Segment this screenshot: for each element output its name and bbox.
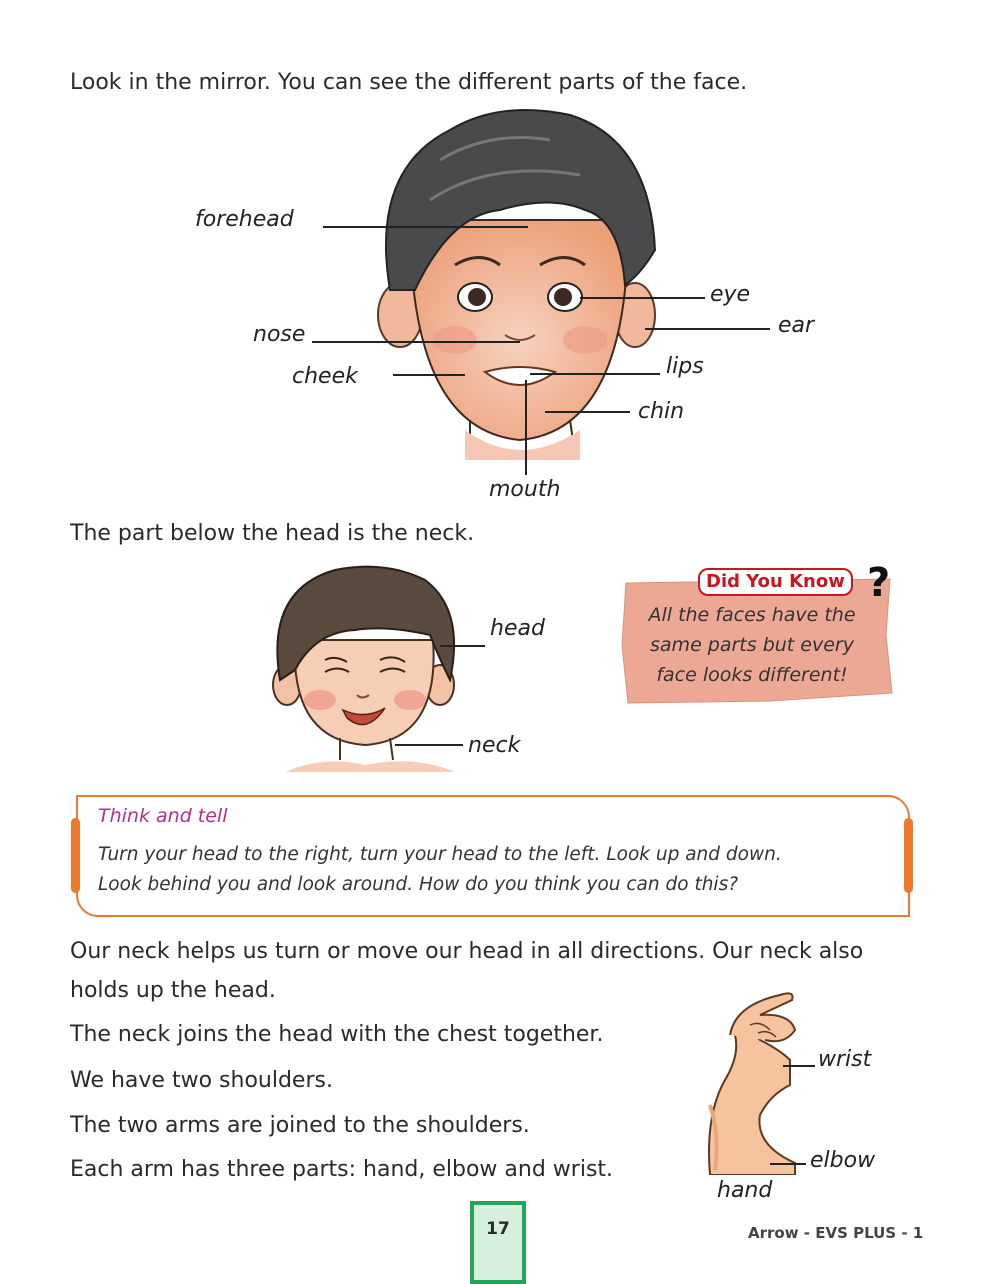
question-mark-icon: ?	[867, 560, 891, 606]
body-line-3: We have two shoulders.	[70, 1068, 333, 1093]
label-ear: ear	[778, 313, 815, 338]
label-elbow: elbow	[810, 1148, 876, 1173]
label-chin: chin	[638, 399, 685, 424]
label-hand: hand	[717, 1178, 773, 1203]
body-para-1-line-2: holds up the head.	[70, 978, 276, 1003]
leader-eye	[580, 297, 705, 299]
label-nose: nose	[253, 322, 306, 347]
leader-elbow	[770, 1163, 806, 1165]
body-line-2: The neck joins the head with the chest together.	[70, 1022, 604, 1047]
think-line: Turn your head to the right, turn your head to the left. Look up and down.	[98, 844, 782, 865]
did-you-know-line: face looks different!	[656, 664, 848, 686]
label-neck: neck	[468, 733, 521, 758]
leader-chin	[545, 411, 630, 413]
body-para-1-line-1: Our neck helps us turn or move our head in all directions. Our neck also	[70, 939, 864, 964]
right-accent-bar	[904, 818, 913, 893]
think-title: Think and tell	[98, 805, 228, 827]
leader-cheek	[393, 374, 465, 376]
neck-intro-text: The part below the head is the neck.	[70, 521, 475, 546]
book-title: Arrow - EVS PLUS - 1	[748, 1224, 924, 1242]
think-line: Look behind you and look around. How do you think you can do this?	[98, 874, 739, 895]
did-you-know-line: same parts but every	[650, 634, 854, 656]
head-neck-illustration	[265, 560, 465, 772]
leader-mouth	[525, 380, 527, 475]
did-you-know-text	[627, 600, 877, 690]
leader-forehead	[323, 226, 528, 228]
intro-text: Look in the mirror. You can see the different parts of the face.	[70, 70, 748, 95]
body-line-5: Each arm has three parts: hand, elbow and wrist.	[70, 1157, 614, 1182]
label-head: head	[490, 616, 545, 641]
label-wrist: wrist	[818, 1047, 872, 1072]
left-accent-bar	[71, 818, 80, 893]
did-you-know-title: Did You Know	[698, 568, 853, 596]
leader-neck	[395, 744, 463, 746]
did-you-know-line: All the faces have the	[648, 604, 856, 626]
body-line-4: The two arms are joined to the shoulders.	[70, 1113, 530, 1138]
leader-wrist	[783, 1065, 815, 1067]
label-cheek: cheek	[292, 364, 358, 389]
leader-head	[440, 645, 485, 647]
label-forehead: forehead	[195, 207, 294, 232]
label-lips: lips	[666, 354, 704, 379]
label-mouth: mouth	[489, 477, 561, 502]
face-illustration	[370, 100, 670, 470]
label-eye: eye	[710, 282, 751, 307]
arm-illustration	[700, 985, 820, 1175]
leader-ear	[645, 328, 770, 330]
leader-lips	[530, 373, 660, 375]
page-number: 17	[470, 1201, 526, 1284]
leader-nose	[312, 341, 520, 343]
think-text	[98, 840, 782, 900]
